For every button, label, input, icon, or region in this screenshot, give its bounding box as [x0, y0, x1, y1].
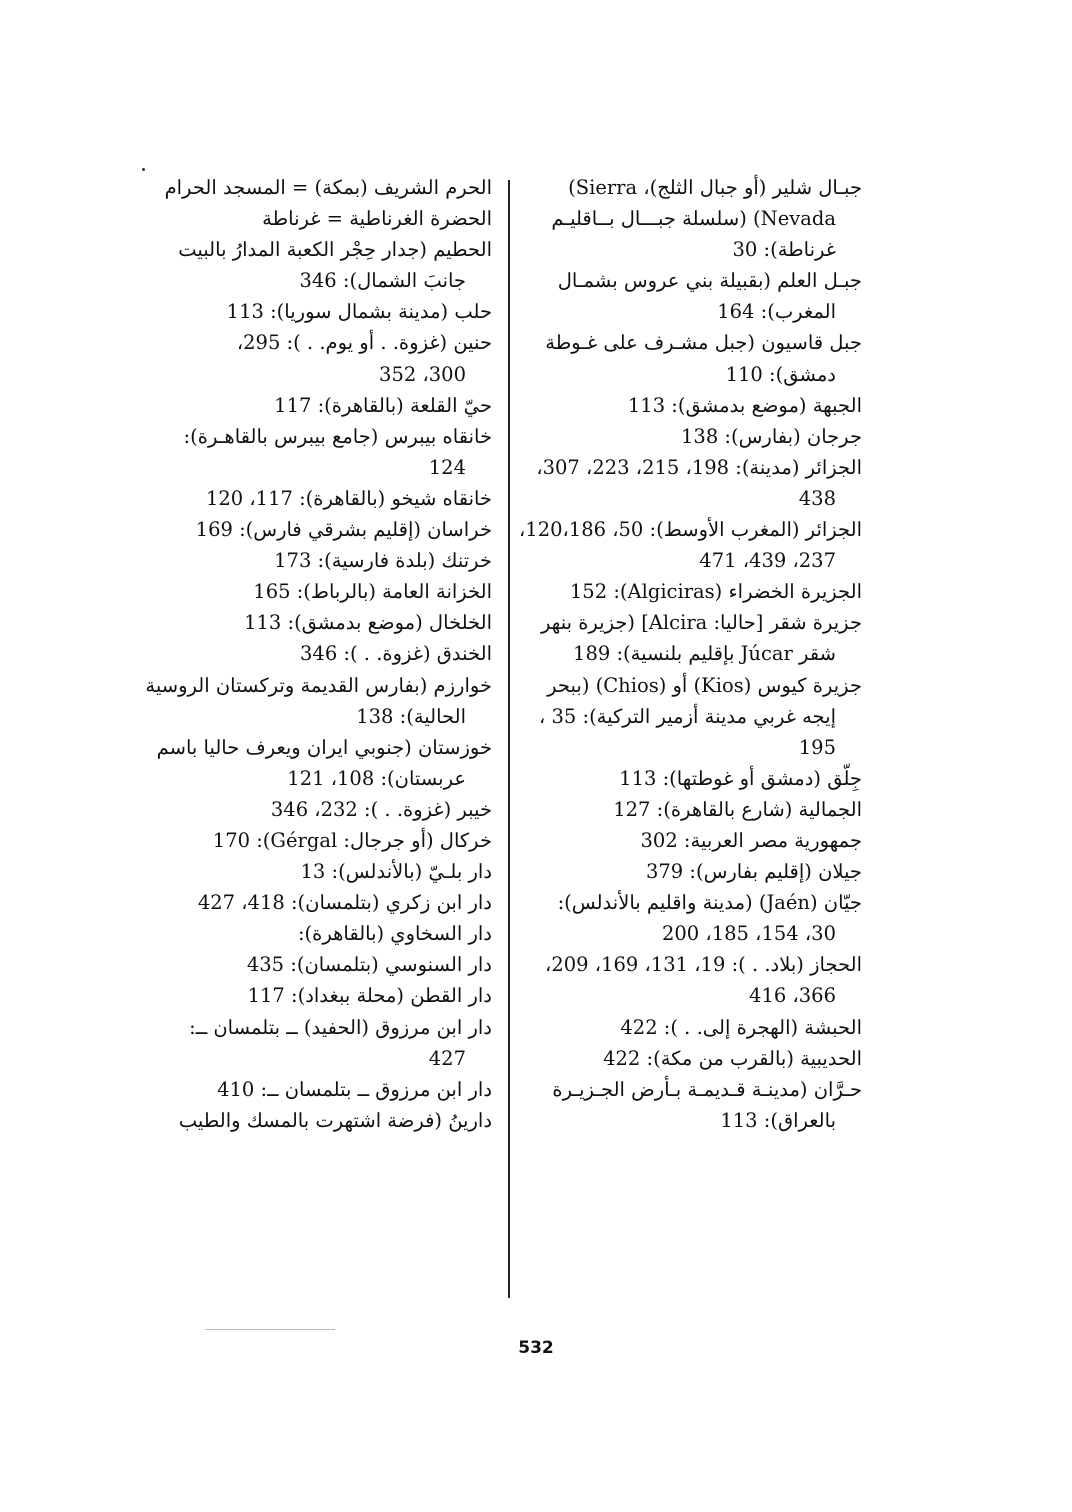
index-entry-line: جزيرة شقر [حاليا: Alcira] (جزيرة بنهر — [540, 611, 862, 635]
index-entry-line: خراسان (إقليم بشرقي فارس): 169 — [195, 518, 492, 542]
index-entry-line: حنين (غزوة. . أو يوم. . ): 295، — [236, 331, 492, 355]
index-entry-line: الخزانة العامة (بالرباط): 165 — [253, 580, 492, 604]
index-entry-line: خانقاه شيخو (بالقاهرة): 117، 120 — [205, 486, 492, 510]
index-entry-line: دار السنوسي (بتلمسان): 435 — [246, 953, 492, 977]
index-entry-line: حـرَّان (مدينـة قـديمـة بـأرض الجـزيـرة — [552, 1077, 862, 1101]
index-entry-line: 427 — [428, 1046, 466, 1070]
index-entry-line: الجبهة (موضع بدمشق): 113 — [627, 393, 862, 417]
index-entry-line: الحالية): 138 — [356, 704, 466, 728]
bottom-rule — [205, 1329, 335, 1330]
index-entry-line: الحضرة الغرناطية = غرناطة — [262, 207, 492, 231]
index-entry-line: 366، 416 — [749, 984, 836, 1008]
index-entry-line: دار ابن زكري (بتلمسان): 418، 427 — [197, 891, 492, 915]
index-entry-line: جمهورية مصر العربية: 302 — [640, 828, 862, 852]
index-entry-line: الحجاز (بلاد. . ): 19، 131، 169، 209، — [545, 953, 862, 977]
index-entry-line: خانقاه بيبرس (جامع بيبرس بالقاهـرة): — [183, 424, 492, 448]
index-entry-line: غرناطة): 30 — [732, 238, 836, 262]
index-entry-line: جرجان (بفارس): 138 — [681, 424, 862, 448]
index-entry-line: جيّان (Jaén) (مدينة واقليم بالأندلس): — [557, 891, 862, 915]
index-entry-line: دار ابن مرزوق ــ بتلمسان ــ: 410 — [217, 1077, 492, 1101]
index-column-left — [145, 172, 492, 1136]
index-entry-line: دار السخاوي (بالقاهرة): — [297, 922, 492, 946]
index-entry-line: جِلّق (دمشق أو غوطتها): 113 — [619, 766, 862, 790]
index-entry-line: 124 — [428, 455, 466, 479]
stray-mark — [142, 168, 145, 171]
column-divider — [508, 180, 510, 1298]
index-entry-line: خوزستان (جنوبي ايران ويعرف حاليا باسم — [156, 735, 492, 759]
index-entry-line: الجمالية (شارع بالقاهرة): 127 — [613, 797, 862, 821]
index-entry-line: دار القطن (محلة ببغداد): 117 — [247, 984, 492, 1008]
index-entry-line: الجزائر (المغرب الأوسط): 50، 120،186، — [518, 518, 862, 542]
index-entry-line: الحرم الشريف (بمكة) = المسجد الحرام — [164, 176, 492, 199]
index-entry-line: خركال (أو جرجال: Gérgal): 170 — [212, 828, 492, 852]
index-column-right — [518, 172, 862, 1136]
index-entry-line: 30، 154، 185، 200 — [661, 922, 836, 946]
index-entry-line: المغرب): 164 — [717, 300, 836, 324]
index-entry-line: خرتنك (بلدة فارسية): 173 — [274, 549, 492, 573]
index-entry-line: خوارزم (بفارس القديمة وتركستان الروسية — [145, 673, 492, 697]
index-entry-line: 237، 439، 471 — [699, 549, 836, 573]
index-entry-line: جيلان (إقليم بفارس): 379 — [645, 860, 862, 884]
index-entry-line: جبـال شلير (أو جبال الثلج)، Sierra) — [568, 176, 862, 199]
index-entry-line: الحطيم (جدار حِجْر الكعبة المدارُ بالبيت — [178, 238, 492, 262]
index-entry-line: حلب (مدينة بشمال سوريا): 113 — [226, 300, 492, 324]
index-entry-line: دار بلـيّ (بالأندلس): 13 — [300, 860, 492, 884]
index-entry-line: الخلخال (موضع بدمشق): 113 — [244, 611, 492, 635]
index-entry-line: الحديبية (بالقرب من مكة): 422 — [603, 1046, 862, 1070]
index-entry-line: عربستان): 108، 121 — [287, 766, 466, 790]
index-entry-line: الجزائر (مدينة): 198، 215، 223، 307، — [536, 455, 862, 479]
index-entry-line: خيبر (غزوة. . ): 232، 346 — [270, 797, 492, 821]
index-entry-line: إيجه غربي مدينة أزمير التركية): 35 ، — [538, 704, 836, 728]
index-entry-line: الخندق (غزوة. . ): 346 — [300, 642, 492, 666]
index-entry-line: دارينُ (فرضة اشتهرت بالمسك والطيب — [178, 1108, 492, 1132]
index-entry-line: 438 — [798, 486, 836, 510]
index-entry-line: دمشق): 110 — [725, 362, 836, 386]
index-entry-line: بالعراق): 113 — [720, 1108, 836, 1132]
index-entry-line: جانبَ الشمال): 346 — [299, 269, 466, 293]
index-entry-line: دار ابن مرزوق (الحفيد) ــ بتلمسان ــ: — [189, 1015, 492, 1039]
index-entry-line: شقر Júcar بإقليم بلنسية): 189 — [573, 642, 836, 666]
index-entry-line: Nevada) (سلسلة جبـــال بــاقليـم — [551, 207, 836, 231]
index-entry-line: 300، 352 — [379, 362, 466, 386]
index-entry-line: الحبشة (الهجرة إلى. . ): 422 — [620, 1015, 862, 1039]
index-entry-line: جبل قاسيون (جبل مشـرف على غـوطة — [545, 331, 862, 355]
page-number: 532 — [518, 1338, 554, 1358]
index-entry-line: 195 — [798, 735, 836, 759]
index-entry-line: حيّ القلعة (بالقاهرة): 117 — [274, 393, 492, 417]
index-entry-line: جزيرة كيوس (Kios) أو (Chios) (ببحر — [547, 673, 862, 697]
index-entry-line: الجزيرة الخضراء (Algiciras): 152 — [569, 580, 862, 604]
index-entry-line: جبـل العلم (بقبيلة بني عروس بشمـال — [557, 269, 862, 293]
